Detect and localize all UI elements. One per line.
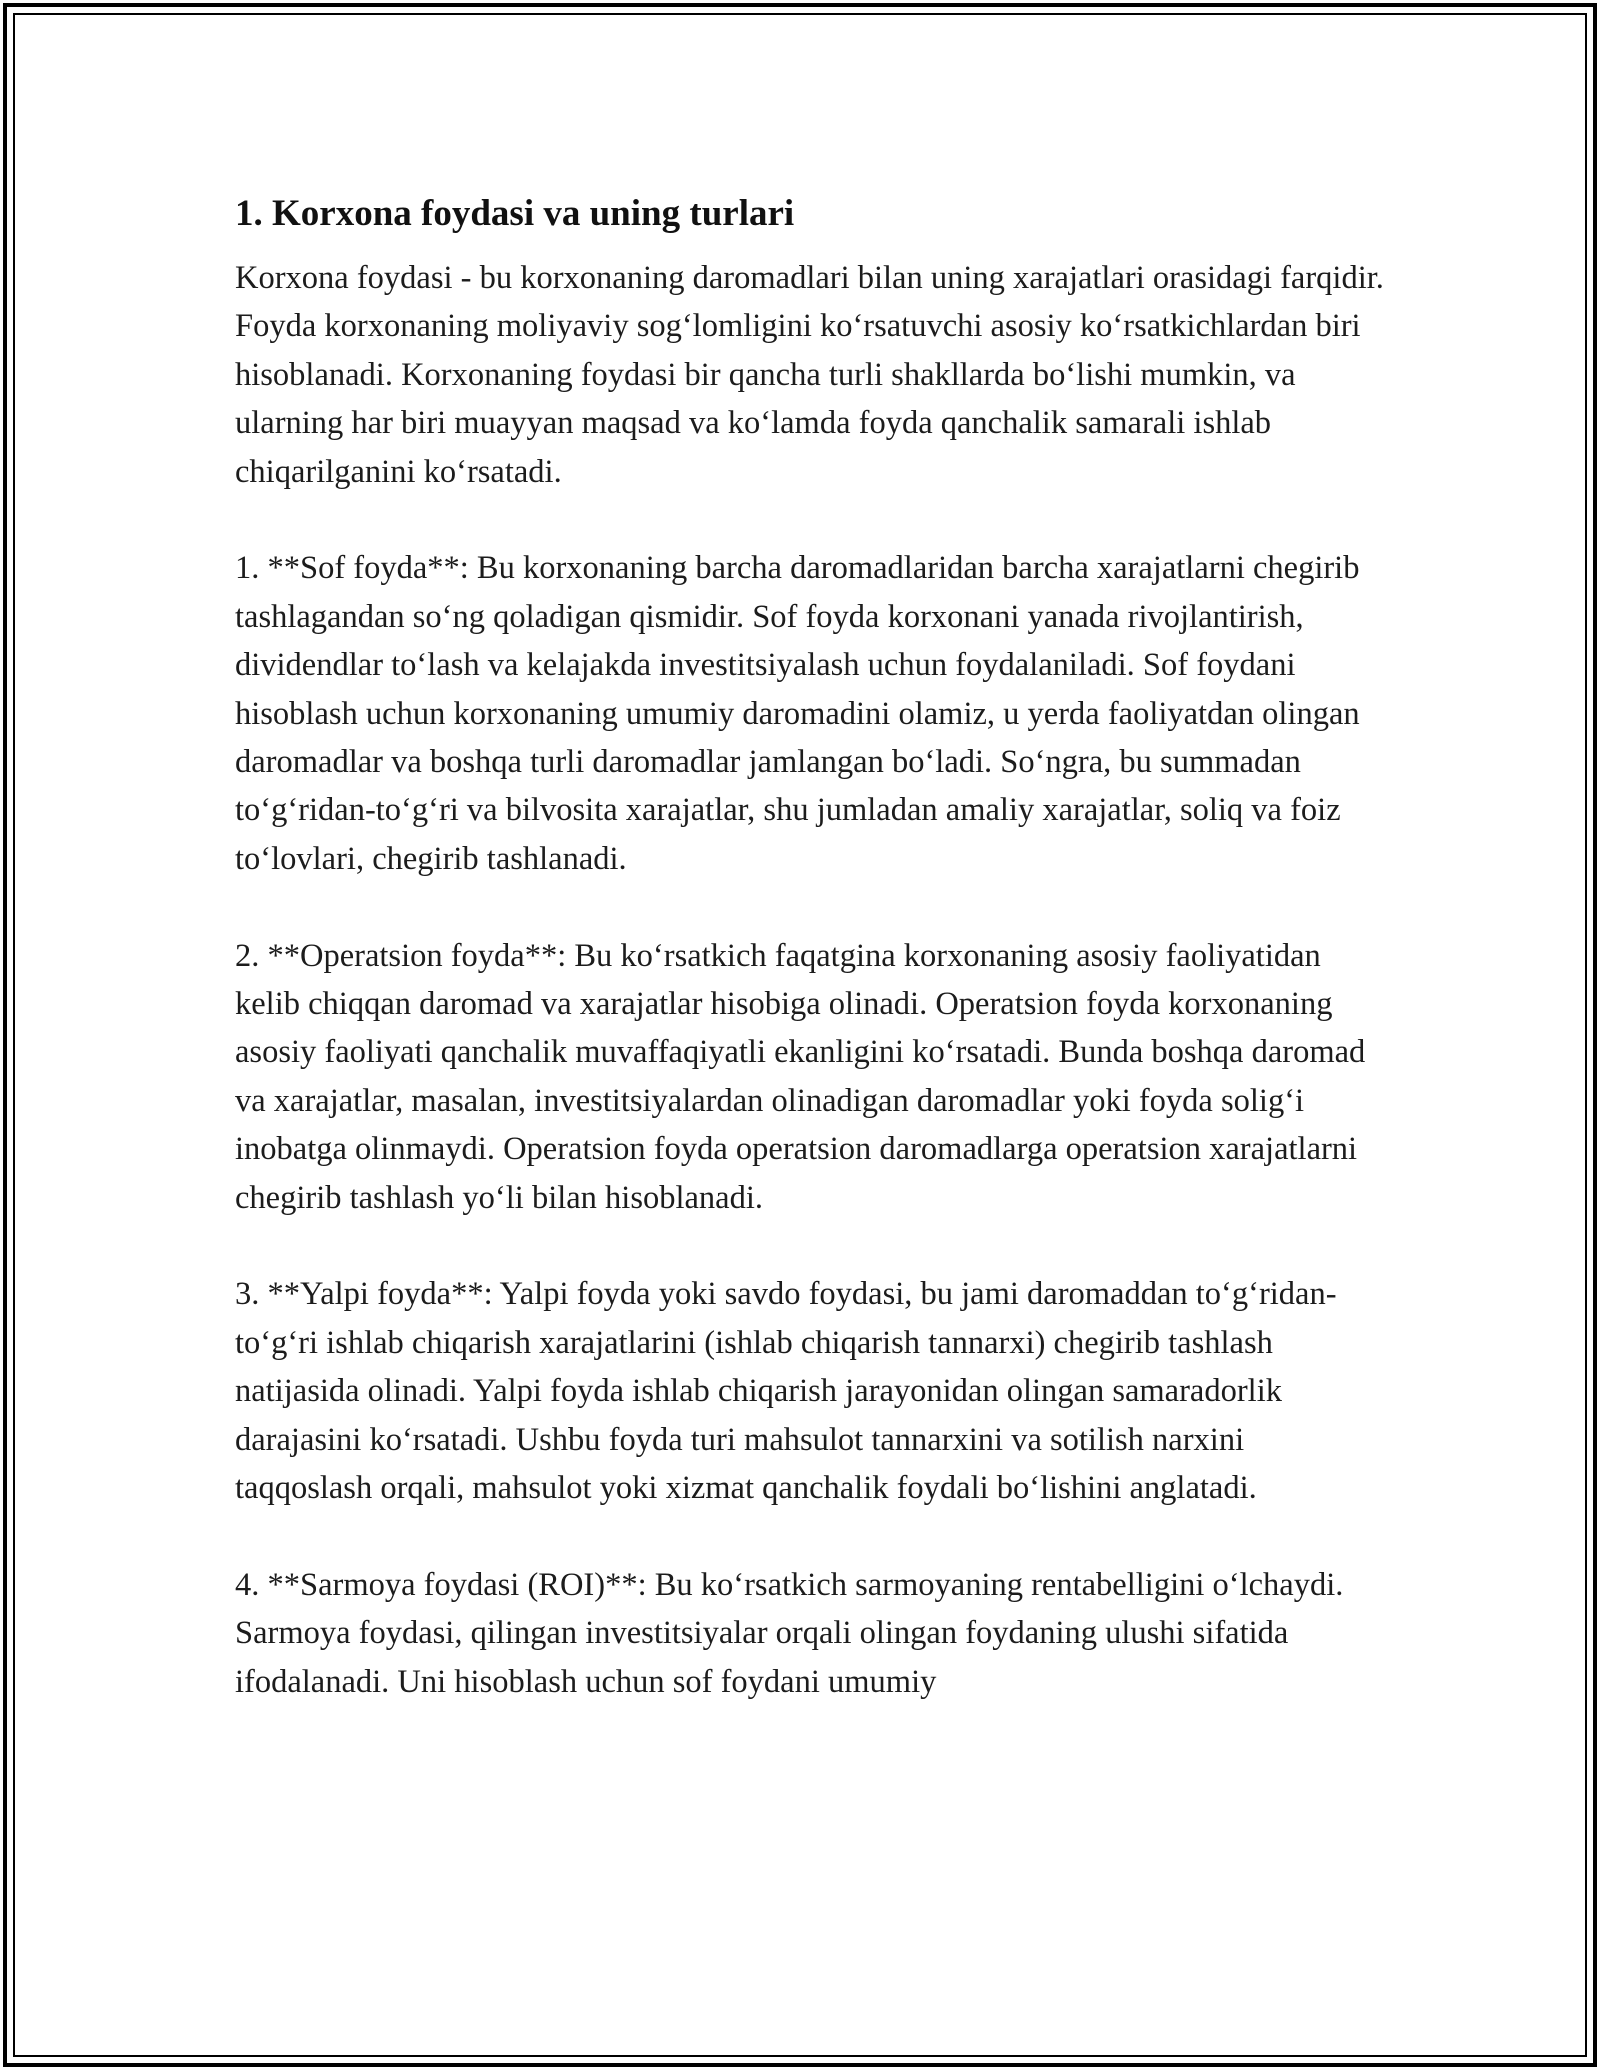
- paragraph-yalpi-foyda: 3. **Yalpi foyda**: Yalpi foyda yoki savdo foydasi, bu jami daromaddan to‘g‘ridan-to‘g‘ri ishlab chiqarish xarajatlarini (ishlab chiqarish tannarxi) chegirib tashlash natijasida olinadi. Yalpi foyda ishlab chiqarish jarayonidan olingan samaradorlik darajasini ko‘rsatadi. Ushbu foyda turi mahsulot tannarxini va sotilish narxini taqqoslash orqali, mahsulot yoki xizmat qanchalik foydali bo‘lishini anglatadi.: [235, 1276, 1337, 1507]
- document-body: [235, 184, 1385, 1755]
- paragraph-sarmoya-foydasi: 4. **Sarmoya foydasi (ROI)**: Bu ko‘rsatkich sarmoyaning rentabelligini o‘lchaydi. Sarmoya foydasi, qilingan investitsiyalar orqali olingan foydaning ulushi sifatida ifodalanadi. Uni hisoblash uchun sof foydani umumiy: [235, 1566, 1344, 1700]
- paragraph-sof-foyda: 1. **Sof foyda**: Bu korxonaning barcha daromadlaridan barcha xarajatlarni chegirib tashlagandan so‘ng qoladigan qismidir. Sof foyda korxonani yanada rivojlantirish, dividendlar to‘lash va kelajakda investitsiyalash uchun foydalaniladi. Sof foydani hisoblash uchun korxonaning umumiy daromadini olamiz, u yerda faoliyatdan olingan daromadlar va boshqa turli daromadlar jamlangan bo‘ladi. So‘ngra, bu summadan to‘g‘ridan-to‘g‘ri va bilvosita xarajatlar, shu jumladan amaliy xarajatlar, soliq va foiz to‘lovlari, chegirib tashlanadi.: [235, 550, 1360, 877]
- paragraph-operatsion-foyda: 2. **Operatsion foyda**: Bu ko‘rsatkich faqatgina korxonaning asosiy faoliyatidan kelib chiqqan daromad va xarajatlar hisobiga olinadi. Operatsion foyda korxonaning asosiy faoliyati qanchalik muvaffaqiyatli ekanligini ko‘rsatadi. Bunda boshqa daromad va xarajatlar, masalan, investitsiyalardan olinadigan daromadlar yoki foyda solig‘i inobatga olinmaydi. Operatsion foyda operatsion daromadlarga operatsion xarajatlarni chegirib tashlash yo‘li bilan hisoblanadi.: [235, 937, 1366, 1216]
- document-title: 1. Korxona foydasi va uning turlari: [235, 193, 795, 234]
- intro-paragraph: Korxona foydasi - bu korxonaning daromadlari bilan uning xarajatlari orasidagi farqidir. Foyda korxonaning moliyaviy sog‘lomligini ko‘rsatuvchi asosiy ko‘rsatkichlardan biri hisoblanadi. Korxonaning foydasi bir qancha turli shakllarda bo‘lishi mumkin, va ularning har biri muayyan maqsad va ko‘lamda foyda qanchalik samarali ishlab chiqarilganini ko‘rsatadi.: [235, 260, 1384, 490]
